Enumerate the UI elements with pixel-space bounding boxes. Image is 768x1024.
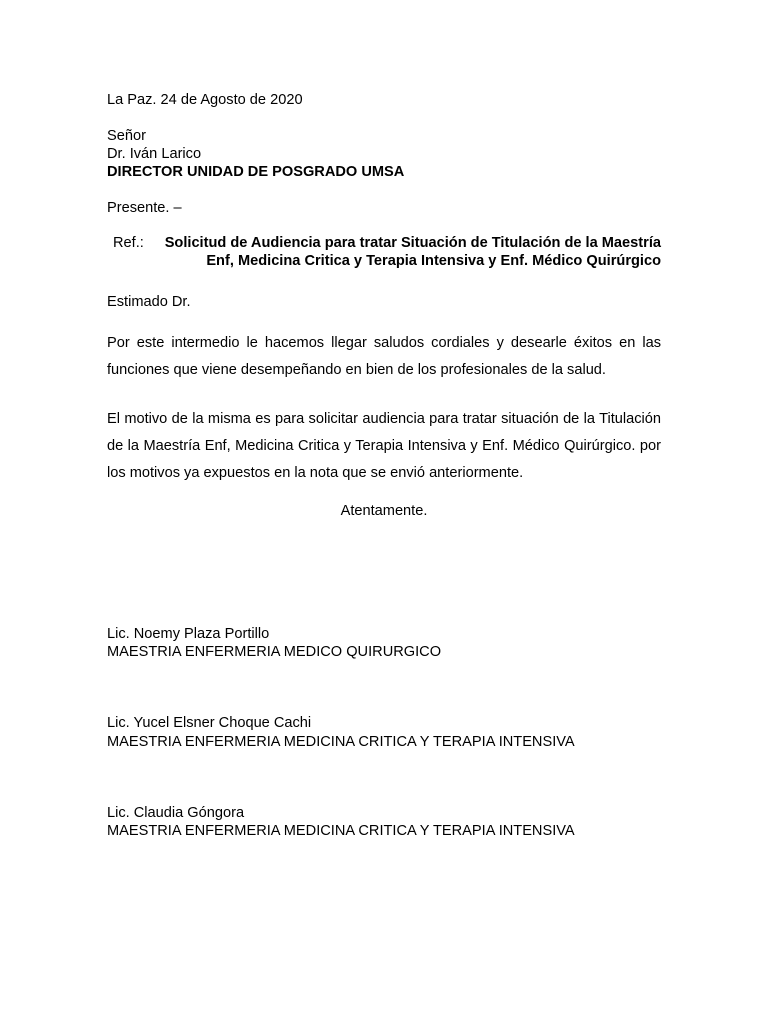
greeting: Estimado Dr. — [107, 294, 191, 310]
signatory-name: Lic. Yucel Elsner Choque Cachi — [107, 715, 312, 731]
paragraph-1: Por este intermedio le hacemos llegar saludos cordiales y desearle éxitos en las funciones que viene desempeñando en bien de los profesionales de la salud. — [107, 335, 661, 378]
reference-line-1: Solicitud de Audiencia para tratar Situación de Titulación de la Maestría — [164, 235, 661, 251]
signatory-name: Lic. Noemy Plaza Portillo — [107, 626, 270, 642]
reference-row-2 — [107, 252, 661, 270]
presente-line: Presente. – — [107, 200, 182, 216]
recipient-name: Dr. Iván Larico — [107, 146, 202, 162]
letter-date: La Paz. 24 de Agosto de 2020 — [107, 92, 303, 108]
salutation-title: Señor — [107, 128, 146, 144]
reference-row-1 — [107, 234, 661, 252]
recipient-position: DIRECTOR UNIDAD DE POSGRADO UMSA — [107, 164, 405, 180]
reference-line-2: Enf, Medicina Critica y Terapia Intensiva y Enf. Médico Quirúrgico — [206, 253, 661, 269]
signatory-program: MAESTRIA ENFERMERIA MEDICINA CRITICA Y TERAPIA INTENSIVA — [107, 734, 575, 750]
signatory-program: MAESTRIA ENFERMERIA MEDICO QUIRURGICO — [107, 644, 442, 660]
paragraph-2: El motivo de la misma es para solicitar audiencia para tratar situación de la Titulación de la Maestría Enf, Medicina Critica y Terapia Intensiva y Enf. Médico Quirúrgico. por los motivos ya expuestos en la nota que se envió anteriormente. — [107, 411, 661, 481]
closing: Atentamente. — [340, 503, 428, 519]
signatory-program: MAESTRIA ENFERMERIA MEDICINA CRITICA Y TERAPIA INTENSIVA — [107, 823, 575, 839]
reference-block — [107, 234, 661, 270]
signatory-name: Lic. Claudia Góngora — [107, 805, 245, 821]
reference-label: Ref.: — [113, 235, 144, 251]
